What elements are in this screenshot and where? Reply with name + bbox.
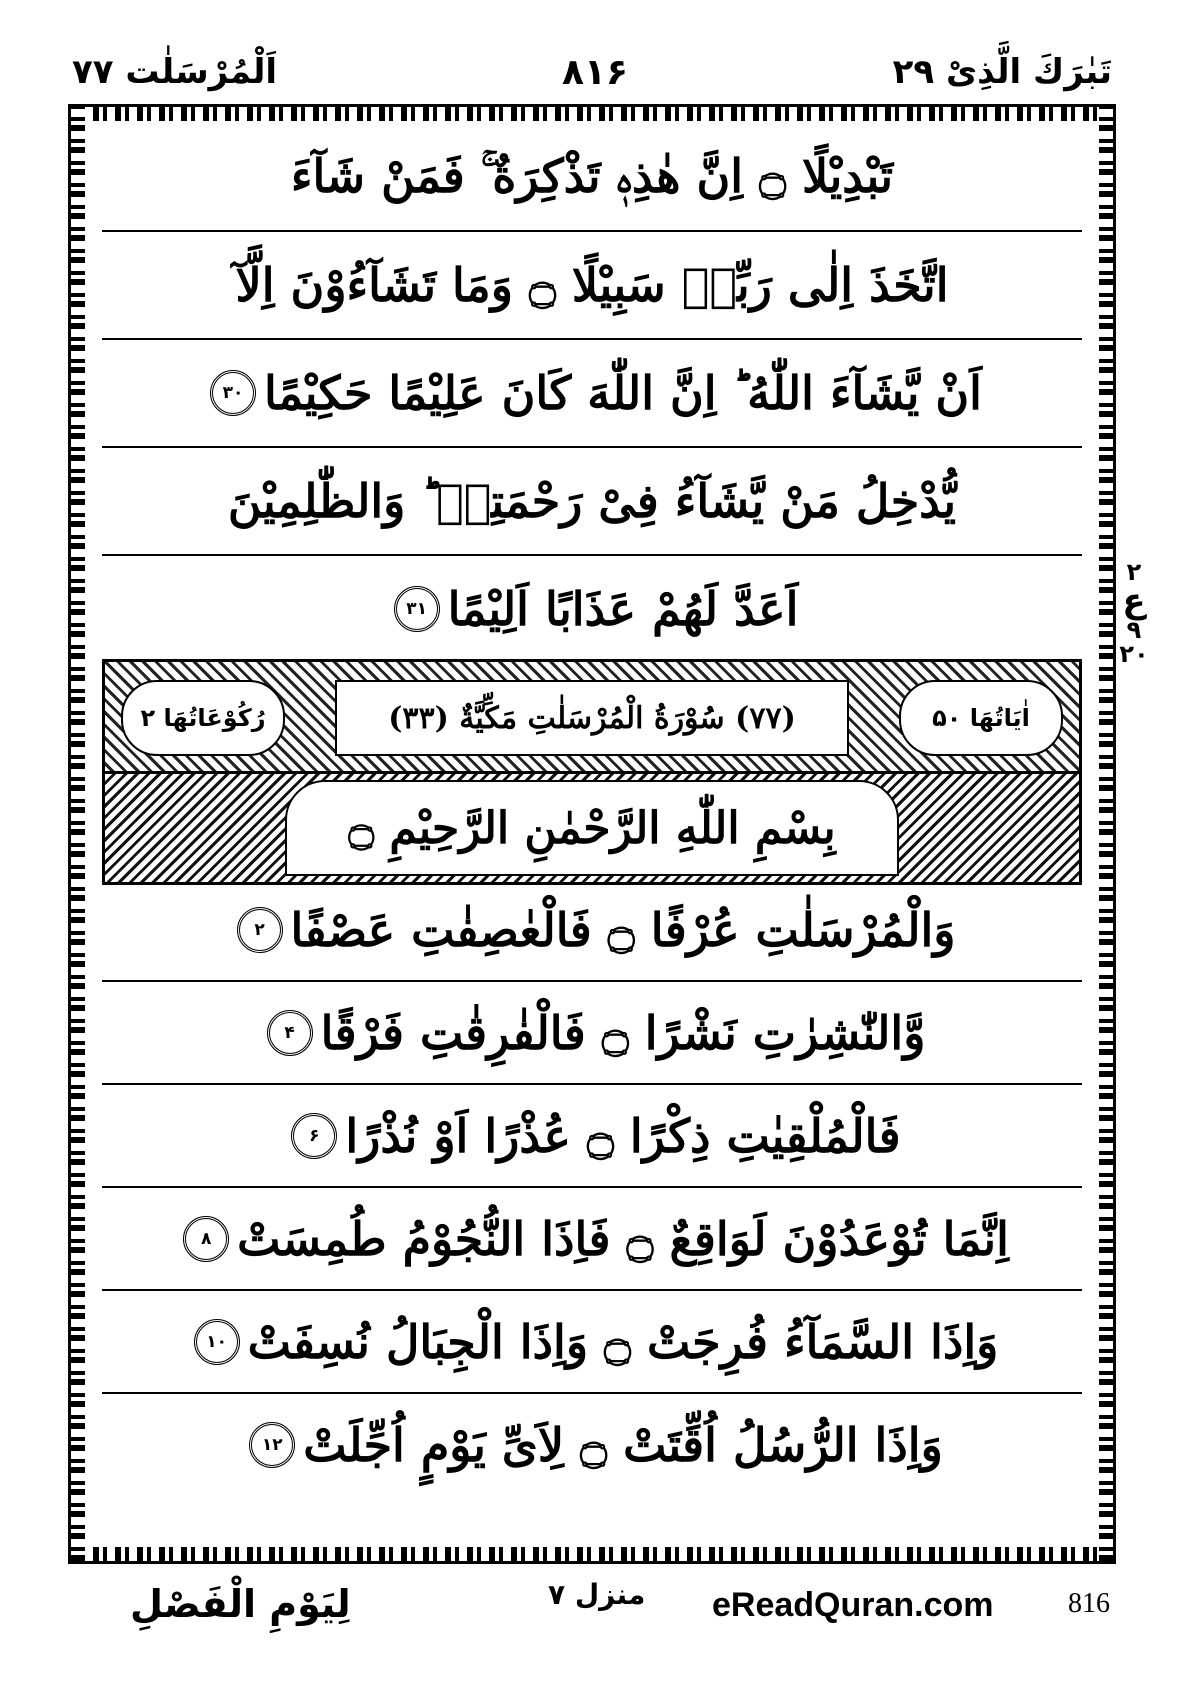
verse-line	[102, 124, 1082, 232]
surah-title-banner	[102, 659, 1082, 777]
verse-line	[102, 1394, 1082, 1495]
page-border-frame	[68, 104, 1116, 1564]
verse-text: تَبْدِیْلًا ۝ اِنَّ هٰذِهٖ تَذْكِرَةٌ ۚ فَمَنْ شَآءَ	[290, 149, 894, 203]
surah-title: (۷۷) سُوْرَةُ الْمُرْسَلٰتِ مَكِّیَّةٌ (۳۳)	[335, 680, 849, 756]
verse-text: فَالْمُلْقِیٰتِ ذِكْرًا ۝ عُذْرًا اَوْ نُذْرًا	[345, 1108, 901, 1163]
header-page-number: ۸۱۶	[562, 52, 628, 93]
verse-line	[102, 232, 1082, 340]
ruku-count: رُكُوْعَاتُهَا ۲	[121, 680, 285, 756]
ruku-margin-marker	[1118, 560, 1150, 666]
verse-line	[102, 879, 1082, 982]
bismillah-panel	[102, 771, 1082, 885]
ayah-end-marker: ۲	[237, 907, 283, 953]
verse-text: اَعَدَّ لَهُمْ عَذَابًا اَلِیْمًا	[447, 582, 799, 636]
verse-line	[102, 340, 1082, 448]
verse-line	[102, 1188, 1082, 1291]
verse-text: وَالْمُرْسَلٰتِ عُرْفًا ۝ فَالْعٰصِفٰتِ عَصْفًا	[290, 902, 956, 957]
footer-manzil: منزل ۷	[548, 1578, 646, 1611]
footer-page-number: 816	[1068, 1588, 1110, 1619]
verse-line	[102, 1085, 1082, 1188]
header-surah-name: اَلْمُرْسَلٰت ۷۷	[72, 52, 278, 92]
ayah-end-marker: ۳۰	[210, 370, 256, 416]
verse-line	[102, 1291, 1082, 1394]
ruku-ain-glyph: ع	[1122, 581, 1146, 621]
ruku-number: ۲	[1126, 558, 1142, 586]
verse-line	[102, 556, 1082, 664]
ornament-band-right	[1099, 107, 1113, 1561]
ornament-band-bottom	[71, 1547, 1113, 1561]
verse-text: اَنْ یَّشَآءَ اللّٰهُ ؕ اِنَّ اللّٰهَ كَانَ عَلِیْمًا حَكِیْمًا	[264, 366, 982, 420]
ruku-number: ۹	[1126, 616, 1142, 644]
footer-site-link[interactable]: eReadQuran.com	[712, 1586, 994, 1624]
ayah-end-marker: ۱۲	[249, 1422, 295, 1468]
ayah-end-marker: ۳۱	[394, 586, 440, 632]
verse-text: وَاِذَا الرُّسُلُ اُقِّتَتْ ۝ لِاَیِّ یَوْمٍ اُجِّلَتْ	[303, 1417, 943, 1472]
bismillah-text: بِسْمِ اللّٰهِ الرَّحْمٰنِ الرَّحِیْمِ ۝	[285, 780, 899, 876]
ayah-end-marker: ۱۰	[194, 1319, 240, 1365]
ornament-band-top	[71, 107, 1113, 121]
verse-text: اِنَّمَا تُوْعَدُوْنَ لَوَاقِعٌ ۝ فَاِذَا النُّجُوْمُ طُمِسَتْ	[237, 1211, 1009, 1266]
ayah-end-marker: ۸	[183, 1216, 229, 1262]
ruku-number: ۲۰	[1119, 640, 1149, 668]
ayah-end-marker: ۶	[291, 1113, 337, 1159]
verse-line	[102, 448, 1082, 556]
verse-line	[102, 982, 1082, 1085]
verse-text: اتَّخَذَ اِلٰی رَبِّهٖ سَبِیْلًا ۝ وَمَا تَشَآءُوْنَ اِلَّآ	[235, 258, 949, 312]
verse-lines-top	[102, 124, 1082, 664]
header-juz-name: تَبٰرَكَ الَّذِیْ ۲۹	[892, 52, 1112, 92]
verse-text: وَاِذَا السَّمَآءُ فُرِجَتْ ۝ وَاِذَا الْجِبَالُ نُسِفَتْ	[247, 1314, 999, 1369]
footer-catchword: لِیَوْمِ الْفَصْلِ	[130, 1582, 351, 1626]
verse-text: وَّالنّٰشِرٰتِ نَشْرًا ۝ فَالْفٰرِقٰتِ فَرْقًا	[320, 1005, 926, 1060]
verse-lines-bottom	[102, 879, 1082, 1495]
verse-text: یُّدْخِلُ مَنْ یَّشَآءُ فِیْ رَحْمَتِهٖ ؕ وَالظّٰلِمِیْنَ	[227, 474, 957, 528]
ayat-count: اٰیَاتُهَا ۵۰	[899, 680, 1063, 756]
ornament-band-left	[71, 107, 85, 1561]
ayah-end-marker: ۴	[267, 1010, 313, 1056]
